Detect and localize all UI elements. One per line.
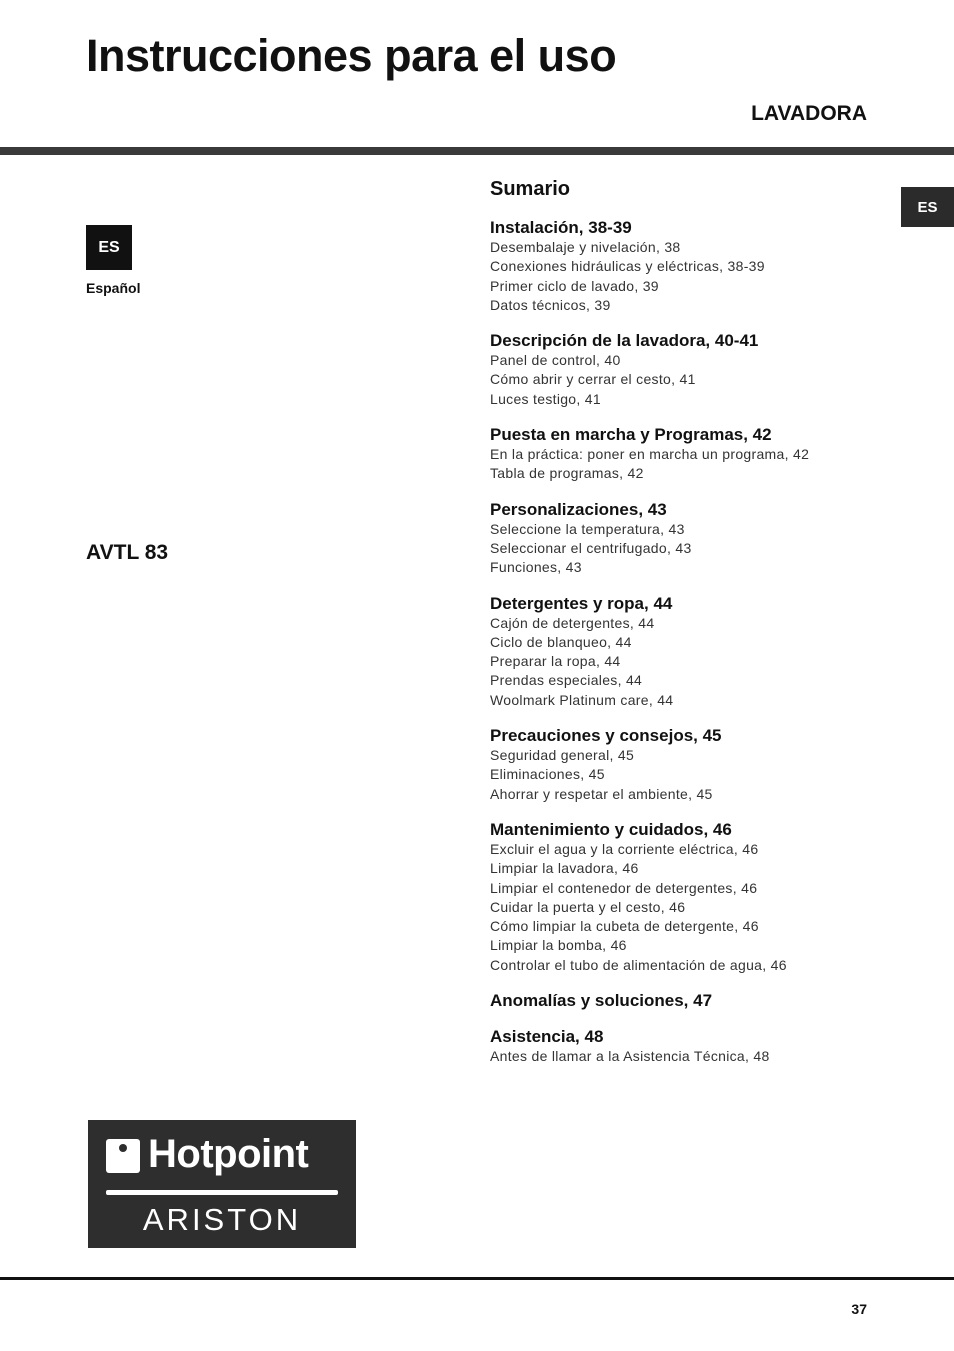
toc-entry: Eliminaciones, 45 — [490, 766, 605, 783]
toc-section — [490, 217, 910, 315]
toc-entry: Seleccione la temperatura, 43 — [490, 520, 685, 537]
page-number: 37 — [851, 1301, 867, 1317]
table-of-contents — [490, 176, 910, 1081]
toc-entry: Ahorrar y respetar el ambiente, 45 — [490, 785, 713, 802]
model-name: AVTL 83 — [86, 541, 169, 564]
page-title: Instrucciones para el uso — [86, 30, 617, 81]
toc-entry: Datos técnicos, 39 — [490, 296, 611, 313]
toc-section-heading: Descripción de la lavadora, 40-41 — [490, 331, 759, 351]
document-type: LAVADORA — [751, 102, 867, 125]
toc-section-heading: Personalizaciones, 43 — [490, 499, 667, 519]
toc-section — [490, 990, 910, 1011]
toc-section-heading: Puesta en marcha y Programas, 42 — [490, 425, 772, 445]
toc-entry: Tabla de programas, 42 — [490, 465, 644, 482]
toc-section-heading: Detergentes y ropa, 44 — [490, 593, 673, 613]
toc-section — [490, 424, 910, 484]
toc-entry: Panel de control, 40 — [490, 352, 621, 369]
toc-section — [490, 819, 910, 975]
toc-entry: Limpiar la lavadora, 46 — [490, 860, 639, 877]
toc-entry: Conexiones hidráulicas y eléctricas, 38-39 — [490, 258, 765, 275]
toc-section-heading: Mantenimiento y cuidados, 46 — [490, 819, 732, 839]
toc-entry: Funciones, 43 — [490, 559, 582, 576]
toc-section-heading: Instalación, 38-39 — [490, 218, 632, 237]
toc-entry: Seguridad general, 45 — [490, 747, 635, 764]
toc-entry: Seleccionar el centrifugado, 43 — [490, 539, 692, 556]
brand-logo — [88, 1120, 356, 1248]
logo-brand-text: Hotpoint — [148, 1132, 309, 1176]
toc-section — [490, 499, 910, 578]
bottom-divider — [0, 1277, 954, 1280]
toc-entry: Primer ciclo de lavado, 39 — [490, 277, 659, 294]
toc-section — [490, 330, 910, 409]
toc-entry: Preparar la ropa, 44 — [490, 653, 621, 670]
toc-section-heading: Anomalías y soluciones, 47 — [490, 991, 713, 1011]
toc-entry: Controlar el tubo de alimentación de agua, 46 — [490, 956, 787, 973]
toc-entry: Cajón de detergentes, 44 — [490, 614, 655, 631]
language-code-badge: ES — [86, 225, 132, 270]
toc-section — [490, 725, 910, 804]
toc-entry: Desembalaje y nivelación, 38 — [490, 239, 681, 255]
toc-entry: Limpiar la bomba, 46 — [490, 937, 627, 954]
toc-entry: Cómo limpiar la cubeta de detergente, 46 — [490, 918, 759, 935]
toc-entry: Prendas especiales, 44 — [490, 672, 643, 689]
toc-section-heading: Precauciones y consejos, 45 — [490, 726, 722, 746]
top-divider — [0, 147, 954, 155]
toc-entry: Luces testigo, 41 — [490, 390, 601, 407]
logo-square-icon — [106, 1139, 140, 1173]
toc-entry: Antes de llamar a la Asistencia Técnica, 48 — [490, 1048, 770, 1065]
toc-entry: En la práctica: poner en marcha un programa, 42 — [490, 446, 810, 463]
toc-entry: Cuidar la puerta y el cesto, 46 — [490, 898, 686, 915]
toc-entry: Limpiar el contenedor de detergentes, 46 — [490, 879, 758, 896]
toc-section-heading: Asistencia, 48 — [490, 1027, 604, 1047]
toc-entry: Woolmark Platinum care, 44 — [490, 691, 674, 708]
toc-entry: Cómo abrir y cerrar el cesto, 41 — [490, 371, 696, 388]
toc-section — [490, 1026, 910, 1066]
toc-section — [490, 593, 910, 710]
toc-entry: Ciclo de blanqueo, 44 — [490, 633, 632, 650]
language-name: Español — [86, 280, 141, 296]
language-side-tab: ES — [901, 187, 954, 227]
logo-divider — [106, 1190, 338, 1195]
logo-sub-brand-text: ARISTON — [142, 1202, 302, 1237]
toc-entry: Excluir el agua y la corriente eléctrica, 46 — [490, 840, 759, 857]
toc-sections — [490, 217, 910, 1066]
toc-title: Sumario — [490, 178, 571, 200]
logo-dot-icon — [119, 1144, 127, 1152]
